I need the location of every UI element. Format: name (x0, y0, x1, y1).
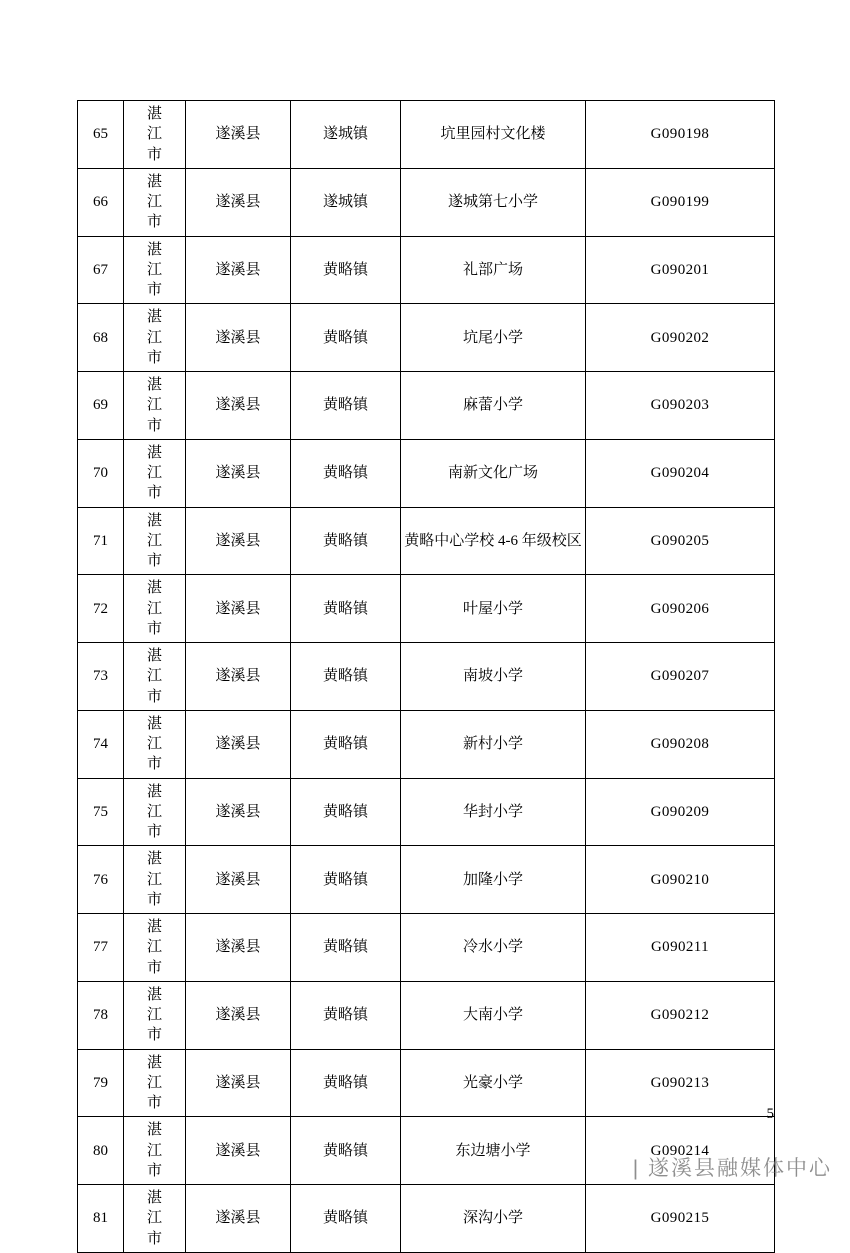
cell-city (124, 1185, 186, 1253)
cell-code: G090213 (586, 1049, 775, 1117)
cell-index: 75 (78, 778, 124, 846)
cell-county: 遂溪县 (186, 439, 291, 507)
cell-index: 74 (78, 710, 124, 778)
cell-code: G090210 (586, 846, 775, 914)
table-row (78, 575, 775, 643)
page-number: 5 (766, 1106, 774, 1122)
cell-city-text: 湛江市 (147, 851, 163, 908)
cell-city-text: 湛江市 (147, 919, 163, 976)
cell-site: 光豪小学 (401, 1049, 586, 1117)
cell-site: 叶屋小学 (401, 575, 586, 643)
cell-code: G090198 (586, 101, 775, 169)
cell-site: 坑尾小学 (401, 304, 586, 372)
cell-town: 遂城镇 (291, 101, 401, 169)
cell-site: 新村小学 (401, 710, 586, 778)
cell-city-text: 湛江市 (147, 377, 163, 434)
table-row (78, 1185, 775, 1253)
cell-index: 80 (78, 1117, 124, 1185)
cell-city-text: 湛江市 (147, 580, 163, 637)
cell-code: G090212 (586, 981, 775, 1049)
cell-county: 遂溪县 (186, 236, 291, 304)
cell-site: 礼部广场 (401, 236, 586, 304)
cell-county: 遂溪县 (186, 304, 291, 372)
table-body (78, 101, 775, 1253)
cell-city-text: 湛江市 (147, 986, 163, 1044)
cell-city (124, 575, 186, 643)
cell-site: 南坡小学 (401, 643, 586, 711)
cell-county: 遂溪县 (186, 981, 291, 1049)
cell-index: 76 (78, 846, 124, 914)
cell-town: 黄略镇 (291, 710, 401, 778)
cell-city-text: 湛江市 (147, 648, 163, 705)
cell-site: 黄略中心学校 4-6 年级校区 (401, 507, 586, 575)
table-row (78, 439, 775, 507)
cell-town: 黄略镇 (291, 778, 401, 846)
cell-code: G090209 (586, 778, 775, 846)
cell-index: 77 (78, 914, 124, 982)
cell-index: 69 (78, 372, 124, 440)
table-row (78, 507, 775, 575)
cell-code: G090205 (586, 507, 775, 575)
cell-city-text: 湛江市 (147, 1122, 163, 1179)
cell-site: 南新文化广场 (401, 439, 586, 507)
table-row (78, 304, 775, 372)
cell-county: 遂溪县 (186, 575, 291, 643)
cell-city (124, 846, 186, 914)
watermark: | 遂溪县融媒体中心 (632, 1157, 832, 1180)
table-row (78, 168, 775, 236)
cell-index: 73 (78, 643, 124, 711)
table-row (78, 643, 775, 711)
table-row (78, 101, 775, 169)
cell-city (124, 507, 186, 575)
cell-city (124, 643, 186, 711)
cell-city (124, 1049, 186, 1117)
cell-county: 遂溪县 (186, 1117, 291, 1185)
cell-city-text: 湛江市 (147, 1054, 163, 1111)
cell-town: 黄略镇 (291, 643, 401, 711)
cell-town: 黄略镇 (291, 372, 401, 440)
cell-town: 黄略镇 (291, 304, 401, 372)
cell-code: G090208 (586, 710, 775, 778)
cell-city (124, 304, 186, 372)
cell-code: G090211 (586, 914, 775, 982)
cell-county: 遂溪县 (186, 507, 291, 575)
cell-county: 遂溪县 (186, 778, 291, 846)
cell-county: 遂溪县 (186, 914, 291, 982)
cell-code: G090203 (586, 372, 775, 440)
cell-county: 遂溪县 (186, 1185, 291, 1253)
cell-town: 黄略镇 (291, 914, 401, 982)
cell-index: 72 (78, 575, 124, 643)
cell-city (124, 981, 186, 1049)
cell-city-text: 湛江市 (147, 444, 163, 502)
cell-site: 坑里园村文化楼 (401, 101, 586, 169)
cell-town: 黄略镇 (291, 236, 401, 304)
cell-county: 遂溪县 (186, 168, 291, 236)
cell-index: 68 (78, 304, 124, 372)
cell-county: 遂溪县 (186, 643, 291, 711)
cell-code: G090199 (586, 168, 775, 236)
table-row (78, 981, 775, 1049)
cell-town: 黄略镇 (291, 575, 401, 643)
cell-city-text: 湛江市 (147, 512, 163, 569)
cell-city-text: 湛江市 (147, 173, 163, 231)
cell-code: G090204 (586, 439, 775, 507)
cell-city (124, 914, 186, 982)
cell-city-text: 湛江市 (147, 1190, 163, 1247)
table-row (78, 846, 775, 914)
cell-code: G090201 (586, 236, 775, 304)
cell-county: 遂溪县 (186, 372, 291, 440)
cell-town: 黄略镇 (291, 1117, 401, 1185)
cell-city (124, 101, 186, 169)
cell-county: 遂溪县 (186, 1049, 291, 1117)
cell-site: 冷水小学 (401, 914, 586, 982)
cell-site: 东边塘小学 (401, 1117, 586, 1185)
site-list-table-container (77, 100, 774, 1253)
cell-city-text: 湛江市 (147, 715, 163, 773)
cell-county: 遂溪县 (186, 710, 291, 778)
cell-city (124, 372, 186, 440)
table-row (78, 236, 775, 304)
table-row (78, 372, 775, 440)
cell-city-text: 湛江市 (147, 106, 163, 163)
cell-city-text: 湛江市 (147, 783, 163, 840)
table-row (78, 914, 775, 982)
cell-code: G090207 (586, 643, 775, 711)
cell-code: G090202 (586, 304, 775, 372)
cell-index: 78 (78, 981, 124, 1049)
cell-town: 黄略镇 (291, 507, 401, 575)
cell-county: 遂溪县 (186, 101, 291, 169)
cell-town: 黄略镇 (291, 439, 401, 507)
cell-site: 加隆小学 (401, 846, 586, 914)
cell-city-text: 湛江市 (147, 241, 163, 298)
cell-index: 71 (78, 507, 124, 575)
cell-city (124, 710, 186, 778)
cell-city (124, 1117, 186, 1185)
cell-code: G090206 (586, 575, 775, 643)
table-row (78, 778, 775, 846)
cell-city (124, 439, 186, 507)
cell-index: 67 (78, 236, 124, 304)
cell-index: 81 (78, 1185, 124, 1253)
cell-index: 70 (78, 439, 124, 507)
table-row (78, 1049, 775, 1117)
cell-town: 黄略镇 (291, 1185, 401, 1253)
cell-site: 麻蕾小学 (401, 372, 586, 440)
cell-city (124, 236, 186, 304)
site-list-table (77, 100, 775, 1253)
cell-site: 深沟小学 (401, 1185, 586, 1253)
cell-city (124, 778, 186, 846)
cell-county: 遂溪县 (186, 846, 291, 914)
cell-town: 黄略镇 (291, 1049, 401, 1117)
cell-site: 大南小学 (401, 981, 586, 1049)
cell-town: 遂城镇 (291, 168, 401, 236)
cell-index: 79 (78, 1049, 124, 1117)
cell-site: 遂城第七小学 (401, 168, 586, 236)
table-row (78, 710, 775, 778)
cell-code: G090214 (586, 1117, 775, 1185)
cell-town: 黄略镇 (291, 981, 401, 1049)
cell-city (124, 168, 186, 236)
cell-city-text: 湛江市 (147, 309, 163, 366)
cell-index: 65 (78, 101, 124, 169)
cell-site: 华封小学 (401, 778, 586, 846)
cell-index: 66 (78, 168, 124, 236)
cell-town: 黄略镇 (291, 846, 401, 914)
cell-code: G090215 (586, 1185, 775, 1253)
